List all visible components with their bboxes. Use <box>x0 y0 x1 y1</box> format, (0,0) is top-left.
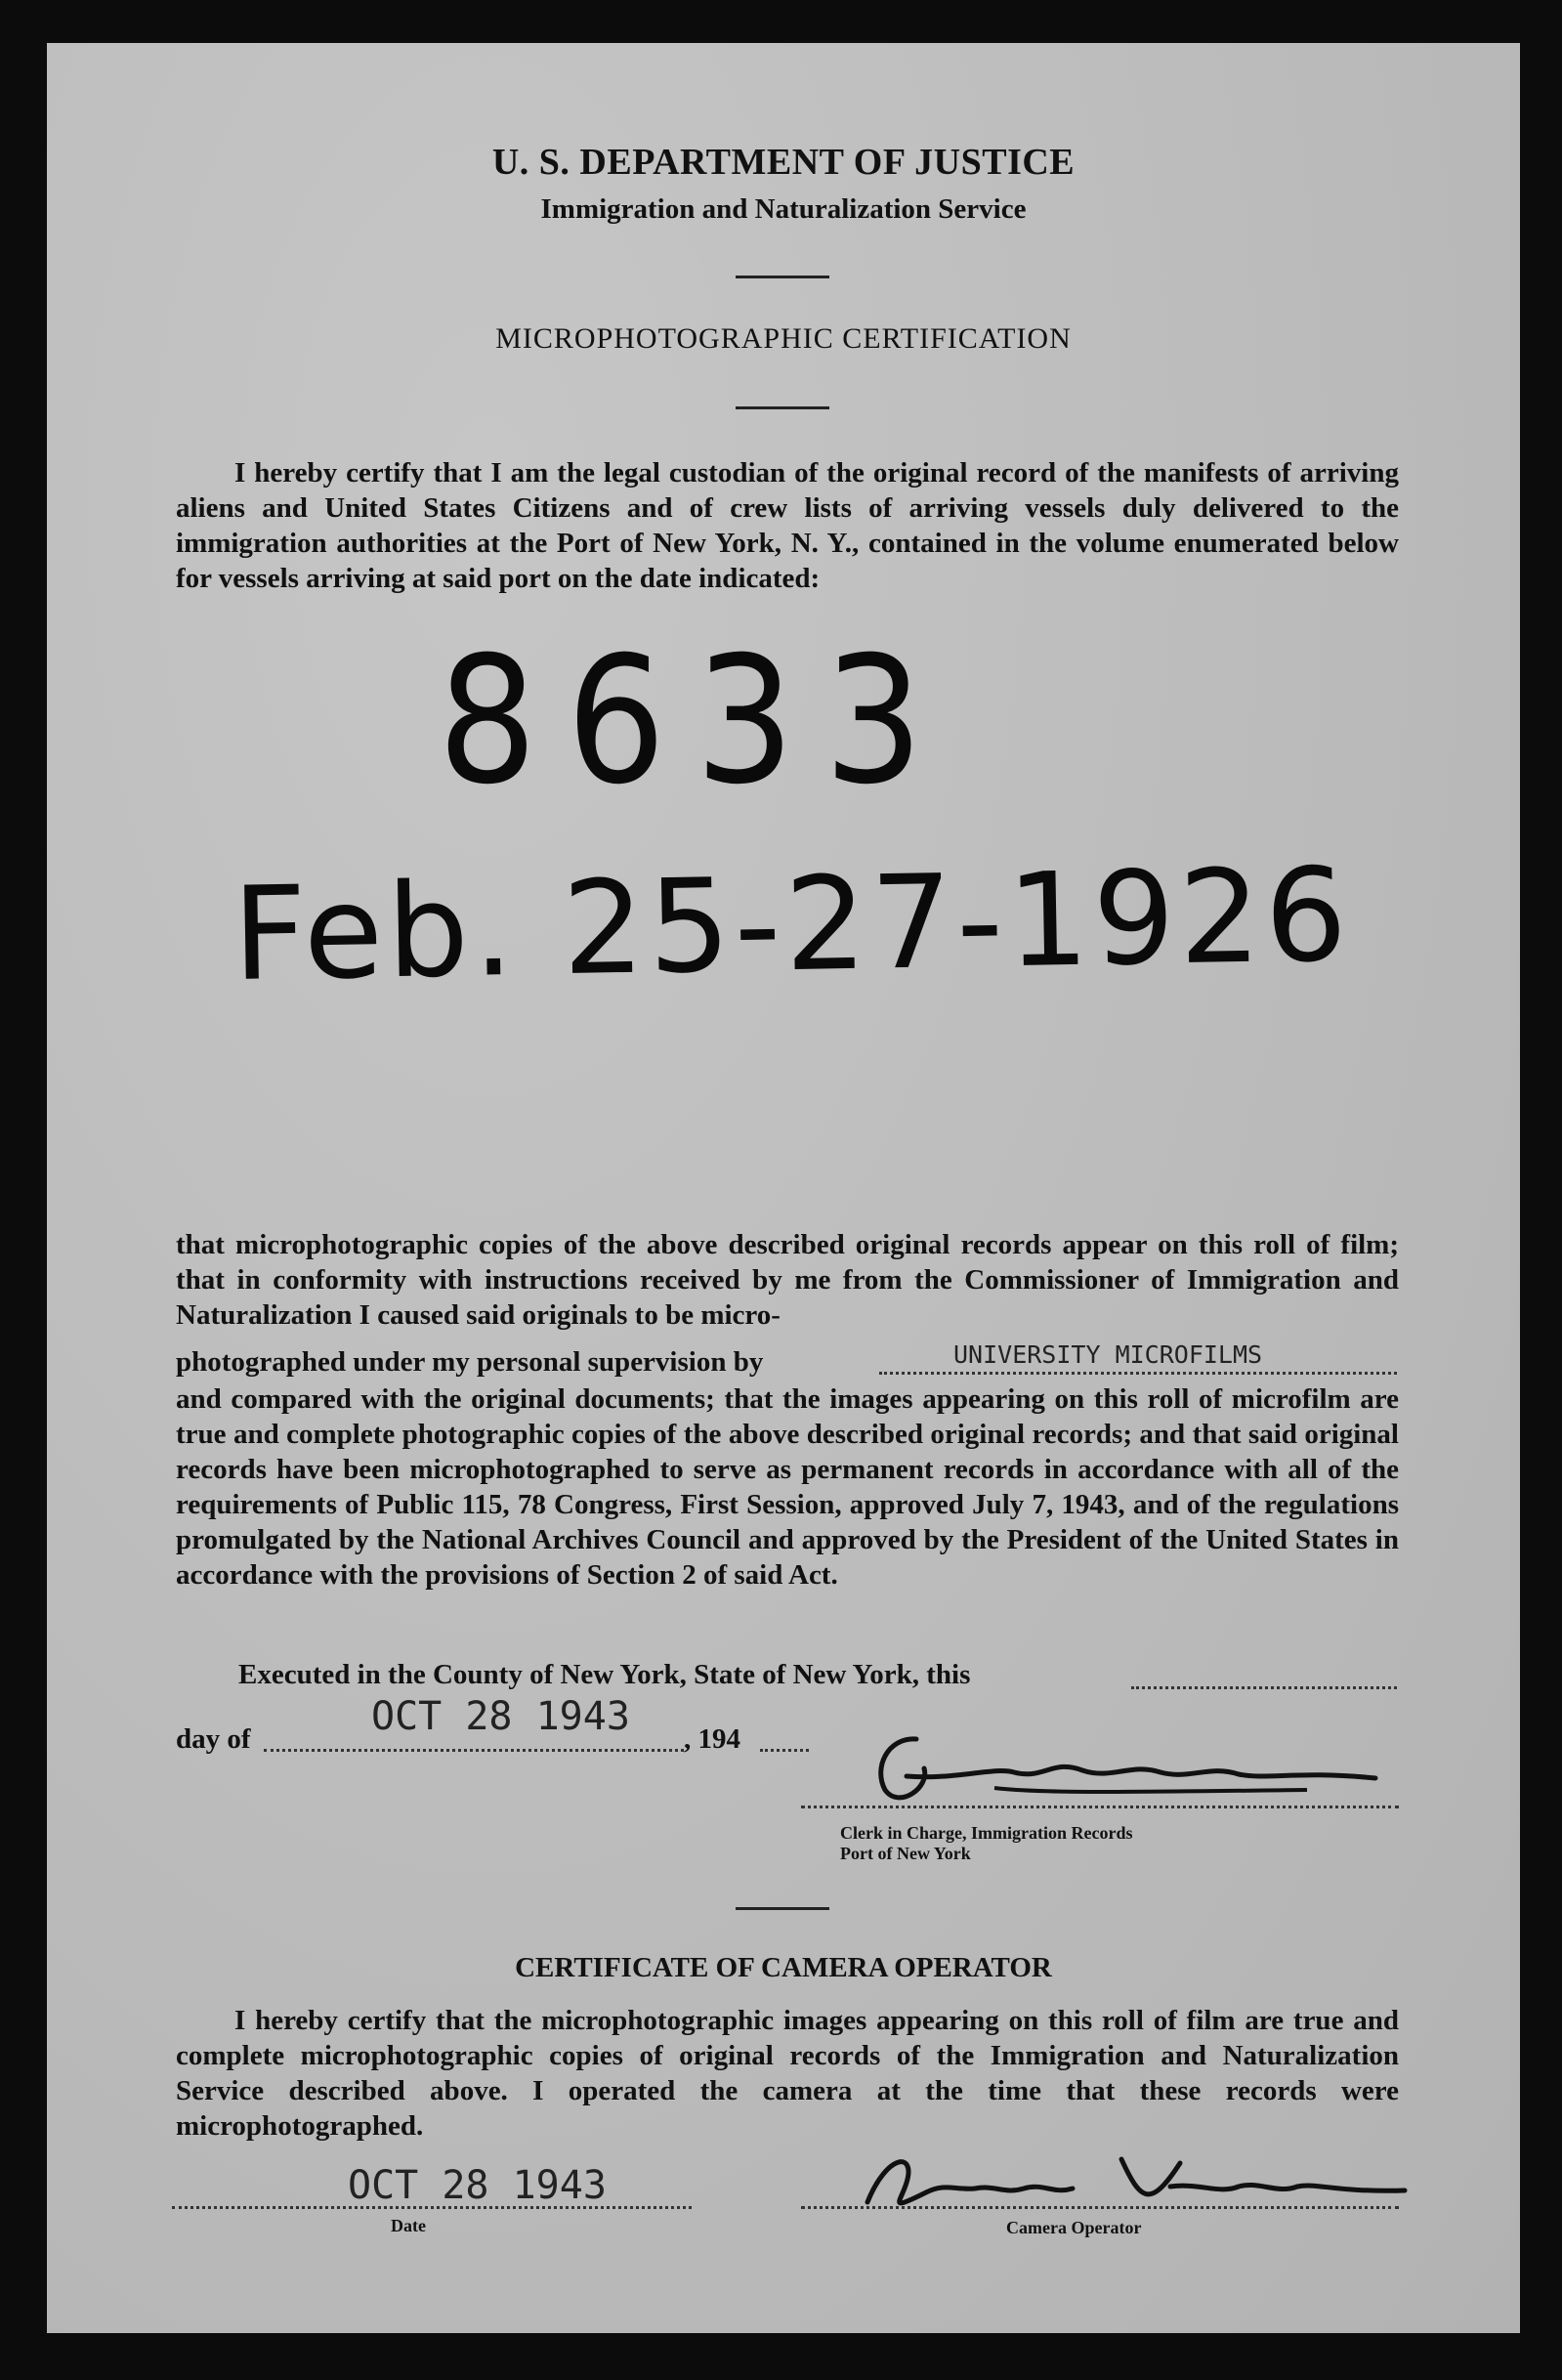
certification-title: MICROPHOTOGRAPHIC CERTIFICATION <box>495 322 1072 355</box>
handwritten-dates: Feb. 25-27-1926 <box>231 840 1353 1010</box>
execution-date-stamp: OCT 28 1943 <box>371 1694 630 1739</box>
body-paragraph-part1: that microphotographic copies of the above described original records appear on this roll of film; that in conformity with instructions received by me from the Commissioner of Immigration and Naturalization I caused said originals to be micro- <box>176 1229 1399 1331</box>
dotted-line <box>760 1749 809 1752</box>
camera-operator-label: Camera Operator <box>1006 2218 1142 2237</box>
date-label: Date <box>391 2216 426 2235</box>
body-paragraph-part2: and compared with the original documents; that the images appearing on this roll of microfilm are true and complete photographic copies of the above described original records; and that said original records have been microphotographed to serve as permanent records in accordance with all of the requirements of Public 115, 78 Congress, First Session, approved July 7, 1943, and of the regulations promulgated by the National Archives Council and approved by the President of the United States in accordance with the provisions of Section 2 of said Act. <box>176 1383 1399 1591</box>
clerk-signature <box>848 1720 1414 1813</box>
custodian-statement: I hereby certify that I am the legal custodian of the original record of the manifests of arriving aliens and United States Citizens and of crew lists of arriving vessels duly delivered to the immigration authorities at the Port of New York, N. Y., contained in the volume enumerated below for vessels arriving at said port on the date indicated: <box>176 457 1399 594</box>
camera-date-stamp: OCT 28 1943 <box>348 2163 607 2208</box>
certificate-page <box>47 43 1520 2333</box>
divider <box>736 1907 829 1910</box>
divider <box>736 406 829 409</box>
camera-statement: I hereby certify that the microphotographic images appearing on this roll of film are true and complete microphotographic copies of original records of the Immigration and Naturalization Service described above. I operated the camera at the time that these records were microphotographed. <box>176 2005 1399 2142</box>
department-title: U. S. DEPARTMENT OF JUSTICE <box>491 142 1076 183</box>
handwritten-roll-number: 8633 <box>438 617 953 824</box>
day-of-label: day of <box>176 1723 251 1755</box>
operator-signature-line <box>801 2206 1399 2209</box>
clerk-title-line2: Port of New York <box>840 1844 971 1863</box>
operator-signature-text: Anna Varada <box>887 2166 1075 2200</box>
clerk-signature-line <box>801 1806 1399 1808</box>
year-label: , 194 <box>684 1723 740 1755</box>
service-subtitle: Immigration and Naturalization Service <box>540 193 1027 225</box>
dotted-line <box>1131 1686 1397 1689</box>
clerk-title-line1: Clerk in Charge, Immigration Records <box>840 1823 1133 1843</box>
dotted-line <box>264 1749 684 1752</box>
executed-statement: Executed in the County of New York, State of New York, this <box>238 1659 971 1690</box>
clerk-signature-text: Geo. Baeker <box>946 1742 1125 1776</box>
camera-certificate-title: CERTIFICATE OF CAMERA OPERATOR <box>515 1952 1052 1983</box>
divider <box>736 276 829 278</box>
microfilm-company-stamp: UNIVERSITY MICROFILMS <box>953 1340 1263 1369</box>
dotted-line <box>879 1372 1397 1375</box>
operator-signature <box>828 2144 1414 2222</box>
photographed-by-label: photographed under my personal supervision by <box>176 1346 764 1378</box>
